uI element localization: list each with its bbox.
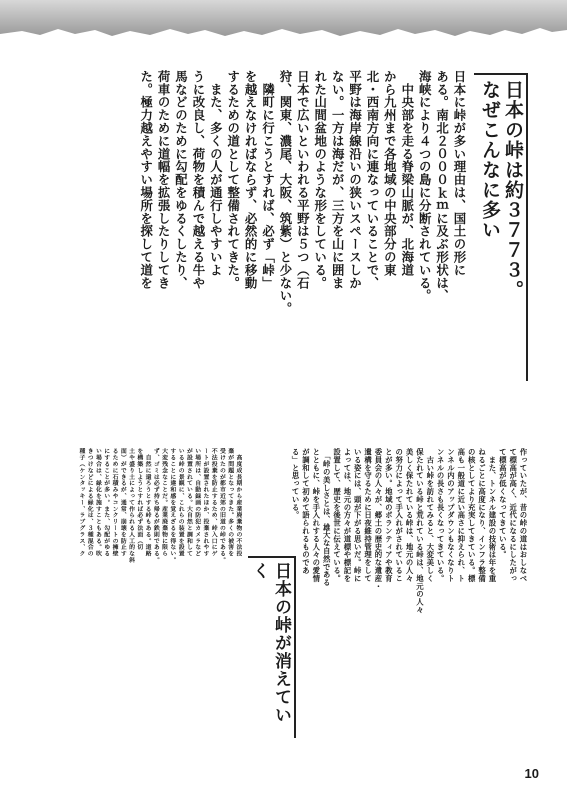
torn-paper-header [0, 0, 567, 44]
section1-body-lower: 作っていたが、昔の峠の道はおしなべ て標高が高く、近代になるにしたがっ て標高が低くなってきている。 また、トンネル建設の技術は年を重 ねるごとに高度になり、インフラ整備 の核としてより充実してきている。標 高も一般道に近い高さに抑えられ、ト ンネル内のアップダウンもなくなりト ンネルの長さも長くなってきている。 古い峠を訪れてみると、大変美しく 保たれている峠と荒れている峠は、地元の人々 美しく保たれている峠は、地元の人々 の努力によって手入れがされているこ とが多い。地域のボランティアや教育 委員会の人々が、郷土の歴史的な遺産・ 遺構を守るために日夜維持管理をして いる姿には、頭が下がる思いだ。峠に よっては、地元の方々が道標や標記を 設置して、歴史を後世に伝えている。 「峠の美しさとは、雄大な自然である とともに、峠を手入れする人々の愛情 が調和して初めて語られるものであ る」と思っている。 [291, 448, 528, 614]
section2-body: 高度成長期から産業廃棄物の不法投 棄が問題となってきた。多くの被害を 受けたのが都市近郊の旧道の峠である。 不法投棄を防止するため、峠入口にゲ ートが設置されたほか、投棄されやす い場所は、自動録画の防犯カメラなど が設置されている。大自然と調和して いる峠の景観に、これらの装置を設置 することに違和感を覚えざるを得ない。 大変残念なことだ。産業廃棄物に限ら ず、ゴミは必ず持ち帰るが鉄則である。 自然に還ろうとする峠もある。道路 を構築しようとすれば必ず法面（切 土や盛り土によって作られる人工的な斜 面）ができるが、通常、崩壊を防止す るために石積みやコンクリートの擁壁 にすることが多い。また、勾配がゆる い場合は、緑化を施すこともある。吹 きつけなどによる緑化は、３種混合の 種子（ケンタッキー、ラブグラス、ク [77, 448, 242, 564]
page-number: 10 [524, 766, 539, 781]
section1-heading: 日本の峠は約３７７３。 なぜこんなに多い [479, 80, 524, 300]
section2-heading: 日本の峠が消えていく [248, 556, 296, 738]
section1-body-upper: 日本に峠が多い理由は、国土の形に ある。南北２０００ｋｍに及ぶ形状は、 海峡により４つの島に分断されている。 中央部を走る脊梁山脈が、北海道 から九州まで各地域の中央部分の東 北・西南方向に連なっていることで、 平野は海岸線沿いの狭いスペースしか ない。一方は海だが、三方を山に囲ま れた山間盆地のような形をしている。 日本で広いといわれる平野は５つ（石 狩、関東、濃尾、大阪、筑紫）と少ない。 隣町に行こうとすれば、必ず「峠」 を越えなければならず、必然的に移動 するための道として整備されてきた。 また、多くの人が通行しやすいよ うに改良し、荷物を積んで越える牛や 馬などのために勾配をゆるくしたり、 荷車のために道幅を拡張したりしてき た。極力越えやすい場所を探して道を [138, 70, 467, 316]
